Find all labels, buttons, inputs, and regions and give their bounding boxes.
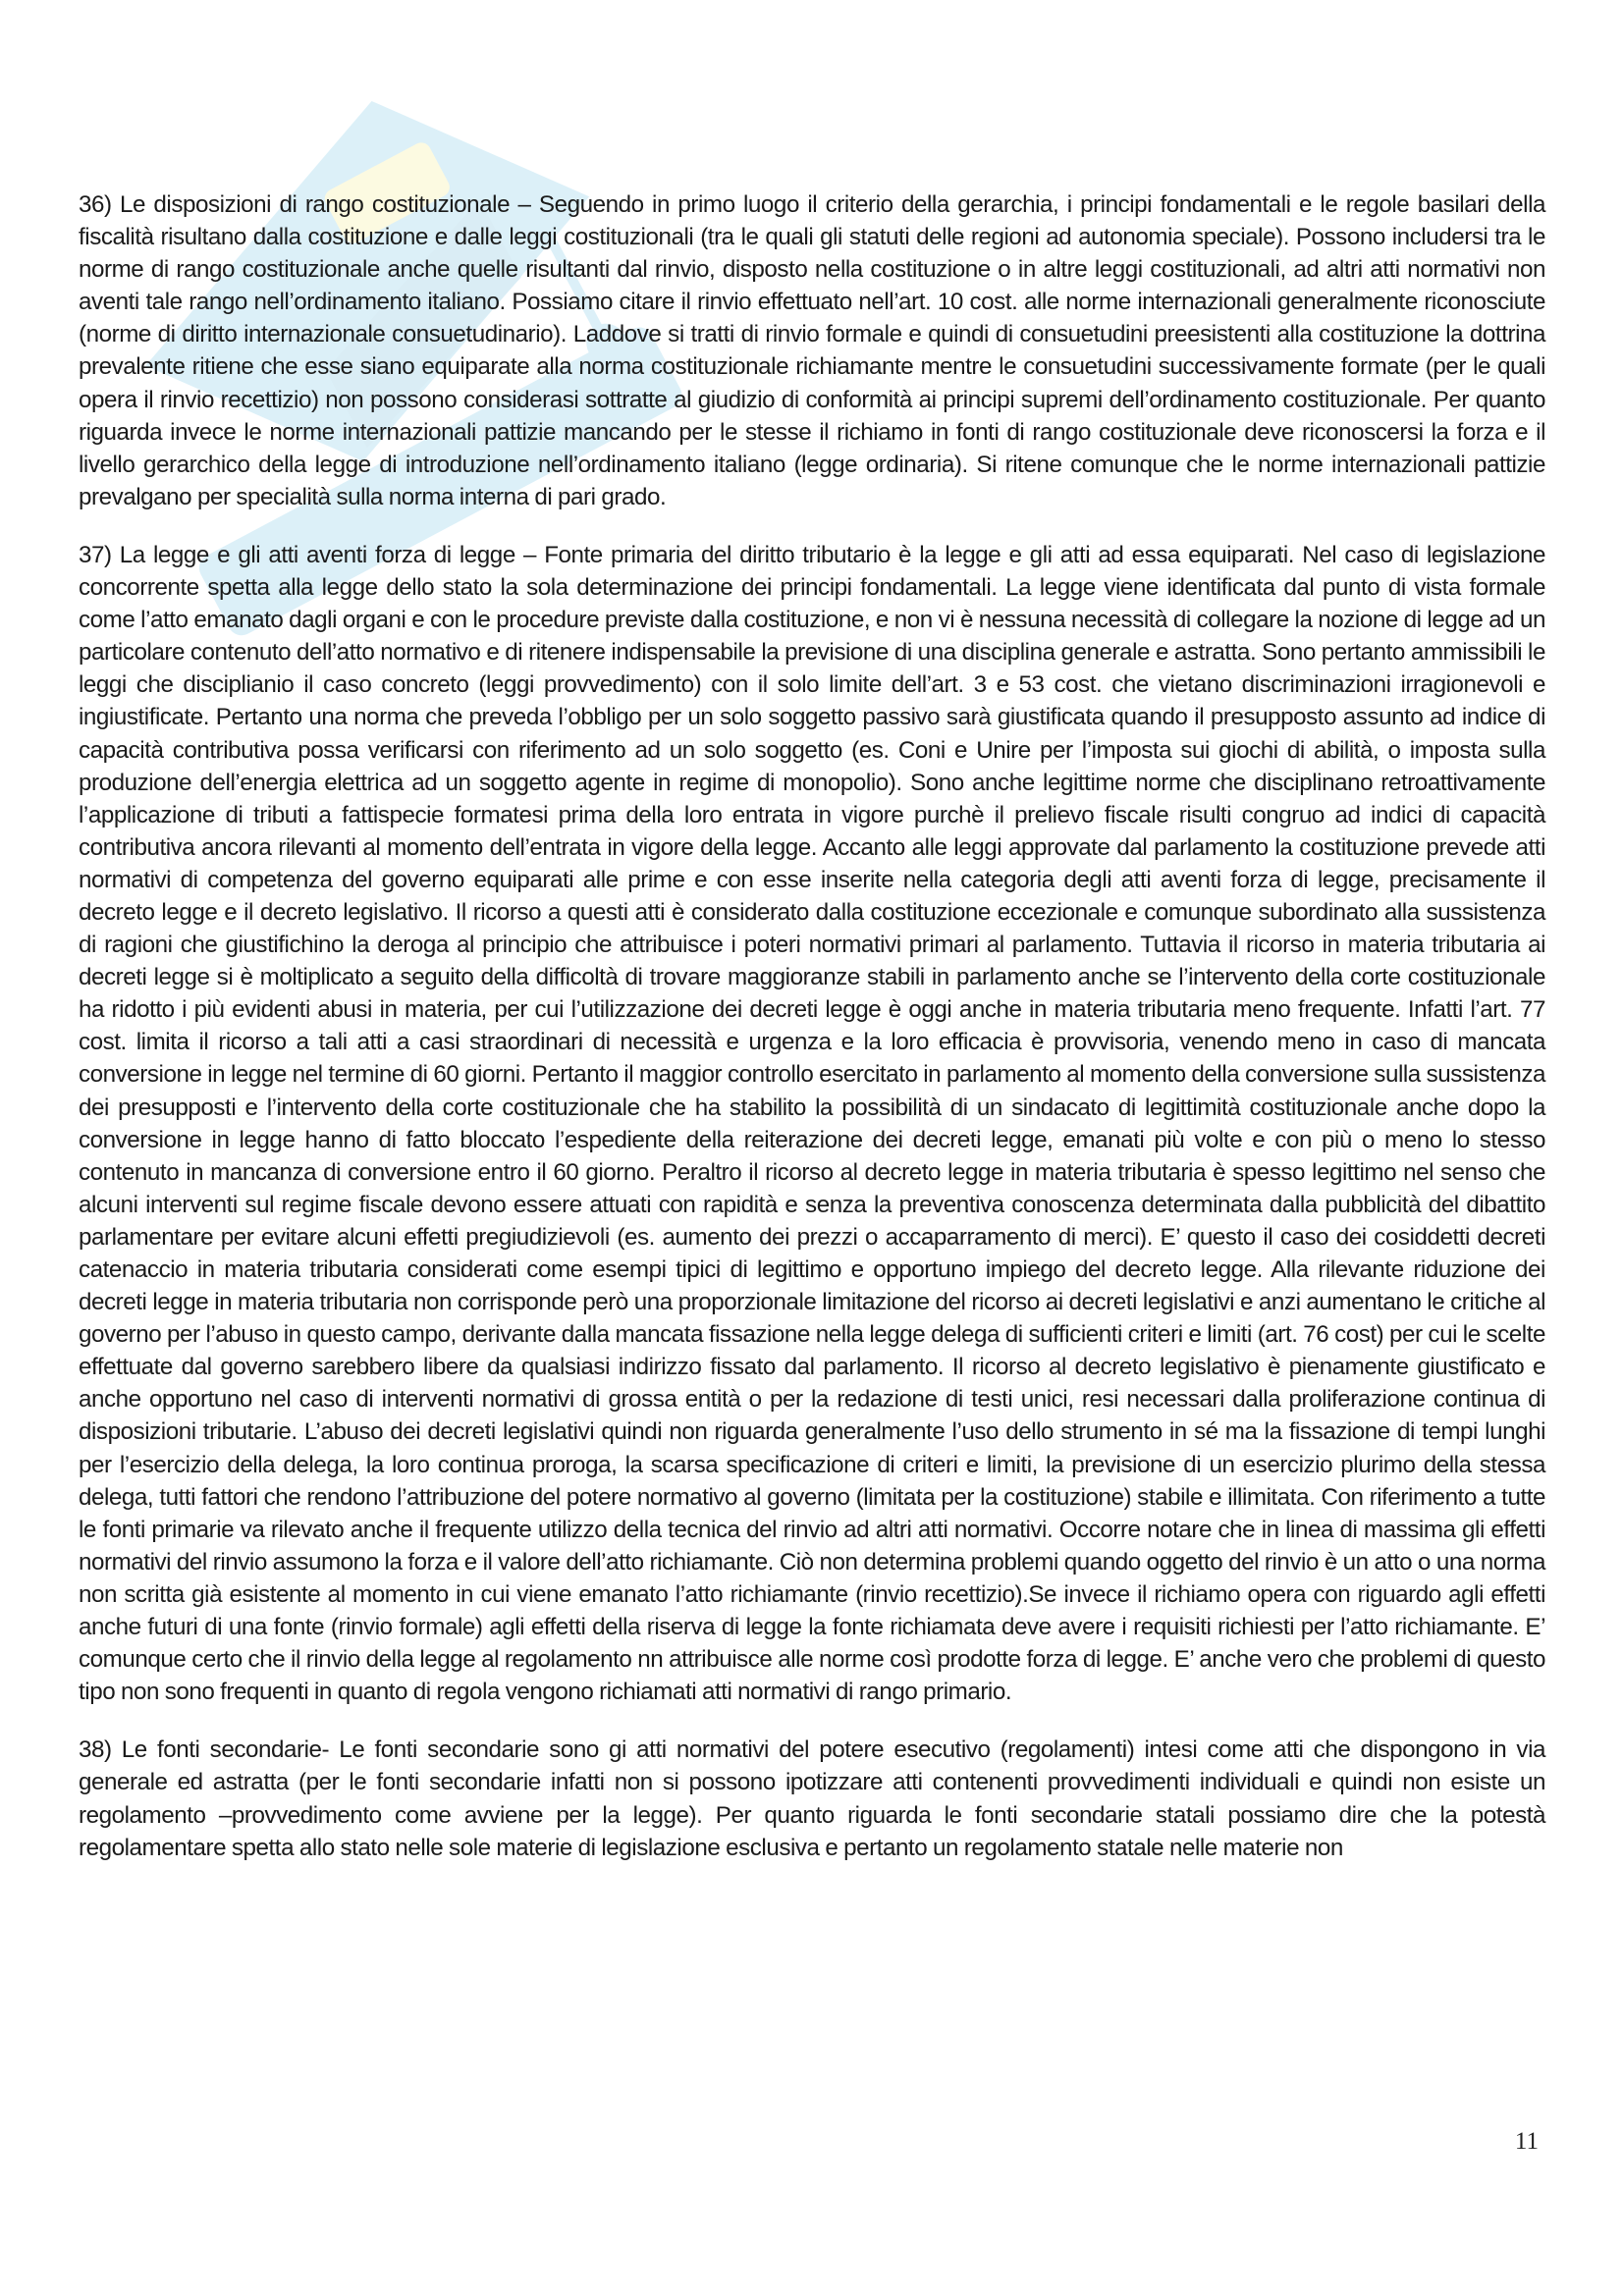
paragraph-37: 37) La legge e gli atti aventi forza di legge – Fonte primaria del diritto tributario è la legge e gli atti ad essa equiparati. Nel caso di legislazione concorrente spetta alla legge dello stato la sola determinazione dei principi fondamentali. La legge viene identificata dal punto di vista formale come l’atto emanato dagli organi e con le procedure previste dalla costituzione, e non vi è nessuna necessità di collegare la nozione di legge ad un particolare contenuto dell’atto normativo e di ritenere indispensabile la previsione di una disciplina generale e astratta. Sono pertanto ammissibili le leggi che disciplianio il caso concreto (leggi provvedimento) con il solo limite dell’art. 3 e 53 cost. che vietano discriminazioni irragionevoli e ingiustificate. Pertanto una norma che preveda l’obbligo per un solo soggetto passivo sarà giustificata quando il presupposto assunto ad indice di capacità contributiva possa verificarsi con riferimento ad un solo soggetto (es. Coni e Unire per l’imposta sui giochi di abilità, o imposta sulla produzione dell’energia elettrica ad un soggetto agente in regime di monopolio). Sono anche legittime norme che disciplinano retroattivamente l’applicazione di tributi a fattispecie formatesi prima della loro entrata in vigore purchè il prelievo fiscale risulti congruo ad indici di capacità contributiva ancora rilevanti al momento dell’entrata in vigore della legge. Accanto alle leggi approvate dal parlamento la costituzione prevede atti normativi di competenza del governo equiparati alle prime e con esse inserite nella categoria degli atti aventi forza di legge, precisamente il decreto legge e il decreto legislativo. Il ricorso a questi atti è considerato dalla costituzione eccezionale e comunque subordinato alla sussistenza di ragioni che giustifichino la deroga al principio che attribuisce i poteri normativi primari al parlamento. Tuttavia il ricorso in materia tributaria ai decreti legge si è moltiplicato a seguito della difficoltà di trovare maggioranze stabili in parlamento anche se l’intervento della corte costituzionale ha ridotto i più evidenti abusi in materia, per cui l’utilizzazione dei decreti legge è oggi anche in materia tributaria meno frequente. Infatti l’art. 77 cost. limita il ricorso a tali atti a casi straordinari di necessità e urgenza e la loro efficacia è provvisoria, venendo meno in caso di mancata conversione in legge nel termine di 60 giorni. Pertanto il maggior controllo esercitato in parlamento al momento della conversione sulla sussistenza dei presupposti e l’intervento della corte costituzionale che ha stabilito la possibilità di un sindacato di legittimità costituzionale anche dopo la conversione in legge hanno di fatto bloccato l’espediente della reiterazione dei decreti legge, emanati più volte e con più o meno lo stesso contenuto in mancanza di conversione entro il 60 giorno. Peraltro il ricorso al decreto legge in materia tributaria è spesso legittimo nel senso che alcuni interventi sul regime fiscale devono essere attuati con rapidità e senza la preventiva conoscenza determinata dalla pubblicità del dibattito parlamentare per evitare alcuni effetti pregiudizievoli (es. aumento dei prezzi o accaparramento di merci). E’ questo il caso dei cosiddetti decreti catenaccio in materia tributaria considerati come esempi tipici di legittimo e opportuno impiego del decreto legge. Alla rilevante riduzione dei decreti legge in materia tributaria non corrisponde però una proporzionale limitazione del ricorso ai decreti legislativi e anzi aumentano le critiche al governo per l’abuso in questo campo, derivante dalla mancata fissazione nella legge delega di sufficienti criteri e limiti (art. 76 cost) per cui le scelte effettuate dal governo sarebbero libere da qualsiasi indirizzo fissato dal parlamento. Il ricorso al decreto legislativo è pienamente giustificato e anche opportuno nel caso di interventi normativi di grossa entità o per la redazione di testi unici, resi necessari dalla proliferazione continua di disposizioni tributarie. L’abuso dei decreti legislativi quindi non riguarda generalmente l’uso dello strumento in sé ma la fissazione di tempi lunghi per l’esercizio della delega, la loro continua proroga, la scarsa specificazione di criteri e limiti, la previsione di un esercizio plurimo della stessa delega, tutti fattori che rendono l’attribuzione del potere normativo al governo (limitata per la costituzione) stabile e illimitata. Con riferimento a tutte le fonti primarie va rilevato anche il frequente utilizzo della tecnica del rinvio ad altri atti normativi. Occorre notare che in linea di massima gli effetti normativi del rinvio assumono la forza e il valore dell’atto richiamante. Ciò non determina problemi quando oggetto del rinvio è un atto o una norma non scritta già esistente al momento in cui viene emanato l’atto richiamante (rinvio recettizio).Se invece il richiamo opera con riguardo agli effetti anche futuri di una fonte (rinvio formale) agli effetti della riserva di legge la fonte richiamata deve avere i requisiti richiesti per l’atto richiamante. E’ comunque certo che il rinvio della legge al regolamento nn attribuisce alle norme così prodotte forza di legge. E’ anche vero che problemi di questo tipo non sono frequenti in quanto di regola vengono richiamati atti normativi di rango primario.	[79, 541, 1545, 1706]
paragraph-38: 38) Le fonti secondarie- Le fonti secondarie sono gi atti normativi del potere esecutivo (regolamenti) intesi come atti che dispongono in via generale ed astratta (per le fonti secondarie infatti non si possono ipotizzare atti contenenti provvedimenti individuali e quindi non esiste un regolamento –provvedimento come avviene per la legge). Per quanto riguarda le fonti secondarie statali possiamo dire che la potestà regolamentare spetta allo stato nelle sole materie di legislazione esclusiva e pertanto un regolamento statale nelle materie non	[79, 1736, 1545, 1861]
paragraph-36: 36) Le disposizioni di rango costituzionale – Seguendo in primo luogo il criterio della gerarchia, i principi fondamentali e le regole basilari della fiscalità risultano dalla costituzione e dalle leggi costituzionali (tra le quali gli statuti delle regioni ad autonomia speciale). Possono includersi tra le norme di rango costituzionale anche quelle risultanti dal rinvio, disposto nella costituzione o in altre leggi costituzionali, ad altri atti normativi non aventi tale rango nell’ordinamento italiano. Possiamo citare il rinvio effettuato nell’art. 10 cost. alle norme internazionali generalmente riconosciute (norme di diritto internazionale consuetudinario). Laddove si tratti di rinvio formale e quindi di consuetudini preesistenti alla costituzione la dottrina prevalente ritiene che esse siano equiparate alla norma costituzionale richiamante mentre le consuetudini successivamente formate (per le quali opera il rinvio recettizio) non possono considerasi sottratte al giudizio di conformità ai principi supremi dell’ordinamento costituzionale. Per quanto riguarda invece le norme internazionali pattizie mancando per le stesse il richiamo in fonti di rango costituzionale deve riconoscersi la forza e il livello gerarchico della legge di introduzione nell’ordinamento italiano (legge ordinaria). Si ritene comunque che le norme internazionali pattizie prevalgano per specialità sulla norma interna di pari grado.	[79, 191, 1545, 510]
document-body	[79, 188, 1545, 1890]
page-number: 11	[1514, 2128, 1539, 2155]
